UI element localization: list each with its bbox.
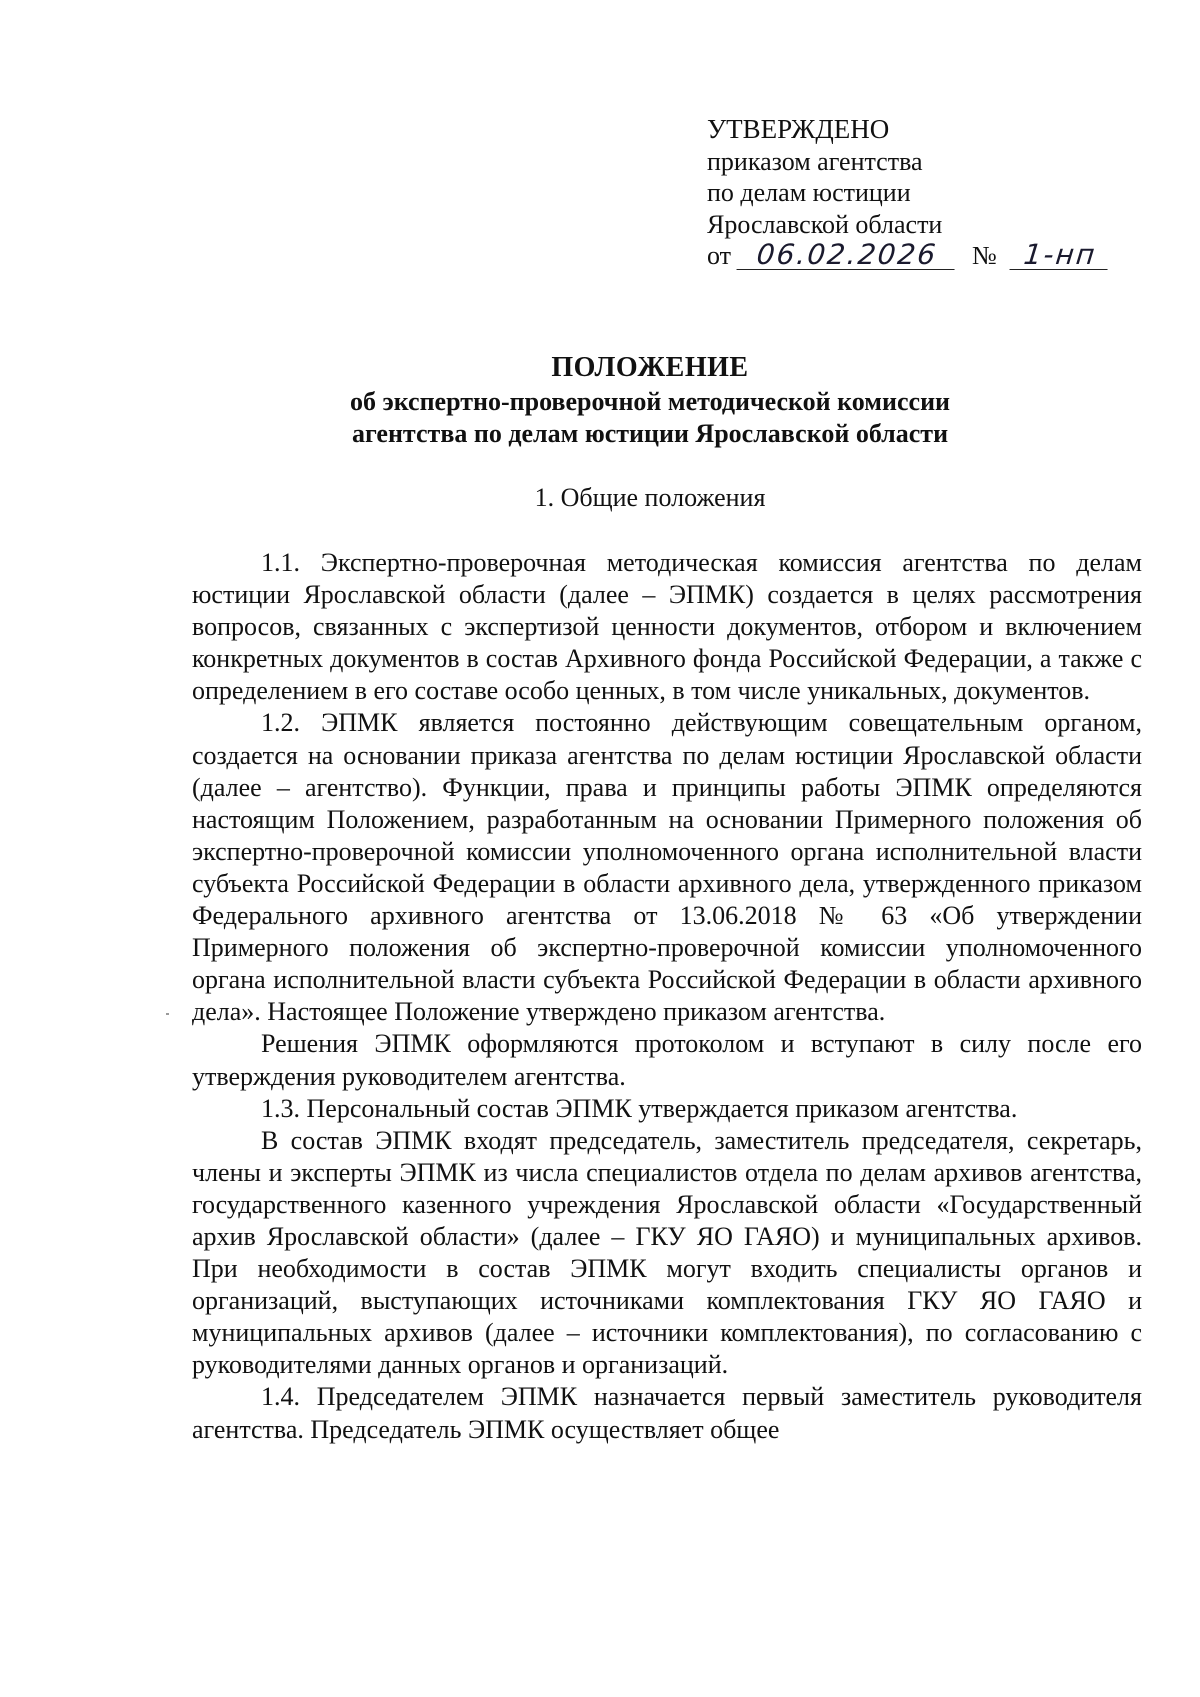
handwritten-number: 1-нп	[1010, 241, 1111, 270]
paragraph-decisions: Решения ЭПМК оформляются протоколом и вступают в силу после его утверждения руководителем агентства.	[192, 1029, 1142, 1091]
document-body	[192, 547, 1142, 1446]
paragraph-composition: В состав ЭПМК входят председатель, заместитель председателя, секретарь, члены и эксперты ЭПМК из числа специалистов отдела по делам архивов агентства, государственного казенного учреждения Ярославской области «Государственный архив Ярославской области» (далее – ГКУ ЯО ГАЯО) и муниципальных архивов. При необходимости в состав ЭПМК могут входить специалисты органов и организаций, выступающих источниками комплектования ГКУ ЯО ГАЯО и муниципальных архивов (далее – источники комплектования), по согласованию с руководителями данных органов и организаций.	[192, 1125, 1142, 1380]
approval-line-2: по делам юстиции	[707, 178, 911, 207]
document-title	[150, 350, 1150, 450]
approval-line-3: Ярославской области	[707, 209, 943, 239]
section-heading: 1. Общие положения	[534, 483, 766, 512]
approval-line-1: приказом агентства	[707, 146, 923, 176]
title-main: ПОЛОЖЕНИЕ	[551, 352, 749, 383]
date-prefix: от	[707, 241, 732, 270]
paragraph-1-4: 1.4. Председателем ЭПМК назначается первый заместитель руководителя агентства. Председатель ЭПМК осуществляет общее	[192, 1382, 1142, 1444]
title-line-1: об экспертно-проверочной методической комиссии	[349, 387, 951, 416]
approval-stamp: УТВЕРЖДЕНО	[707, 114, 890, 144]
number-sign: №	[972, 241, 997, 270]
title-line-2: агентства по делам юстиции Ярославской области	[351, 419, 949, 448]
margin-mark	[166, 1013, 169, 1015]
approval-date-line	[707, 240, 1127, 272]
paragraph-1-2: 1.2. ЭПМК является постоянно действующим совещательным органом, создается на основании приказа агентства по делам юстиции Ярославской области (далее – агентство). Функции, права и принципы работы ЭПМК определяются настоящим Положением, разработанным на основании Примерного положения об экспертно-проверочной комиссии уполномоченного органа исполнительной власти субъекта Российской Федерации в области архивного дела, утвержденного приказом Федерального архивного агентства от 13.06.2018 № 63 «Об утверждении Примерного положения об экспертно-проверочной комиссии уполномоченного органа исполнительной власти субъекта Российской Федерации в области архивного дела». Настоящее Положение утверждено приказом агентства.	[192, 708, 1142, 1027]
paragraph-1-3: 1.3. Персональный состав ЭПМК утверждается приказом агентства.	[261, 1093, 1018, 1123]
handwritten-date: 06.02.2026	[736, 241, 957, 270]
paragraph-1-1: 1.1. Экспертно-проверочная методическая комиссия агентства по делам юстиции Ярославской области (далее – ЭПМК) создается в целях рассмотрения вопросов, связанных с экспертизой ценности документов, отбором и включением конкретных документов в состав Архивного фонда Российской Федерации, а также с определением в его составе особо ценных, в том числе уникальных, документов.	[192, 548, 1142, 706]
approval-block	[707, 114, 1127, 272]
